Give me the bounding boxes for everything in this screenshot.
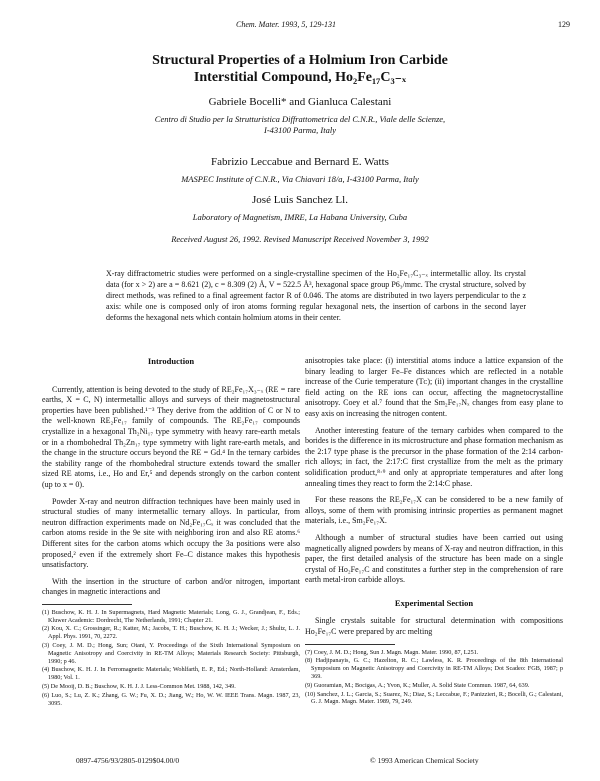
affiliation-3: Laboratory of Magnetism, IMRE, La Habana University, Cuba — [192, 212, 408, 222]
affiliation-1-line-2: I-43100 Parma, Italy — [263, 125, 336, 135]
affiliation-2: MASPEC Institute of C.N.R., Via Chiavari 18/a, I-43100 Parma, Italy — [181, 174, 419, 184]
paragraph: For these reasons the RE₂Fe₁₇X can be considered to be a new family of alloys, some of them with promising intrinsic properties as permanent magnet materials, i.e., Sm₂Fe₁₇X. — [305, 495, 563, 526]
author-group-1: Gabriele Bocelli* and Gianluca Calestani — [208, 96, 392, 108]
footnote-divider — [42, 604, 132, 605]
reference-item: (8) Hadjipanayis, G. C.; Hazelton, R. C.; Lawless, K. R. Proceedings of the 8th International Symposium on Magnetic Anisotropy and Coercivity in RE-TM Alloys; Dot Scadeo: FGB, 1987; p 369. — [305, 657, 563, 681]
author-group-3: José Luis Sanchez Ll. — [252, 194, 348, 206]
reference-list — [305, 649, 563, 707]
section-heading-experimental: Experimental Section — [394, 597, 474, 608]
reference-item: (7) Coey, J. M. D.; Hong, Sun J. Magn. Magn. Mater. 1990, 87, L251. — [305, 648, 479, 656]
reference-item: (3) Coey, J. M. D.; Hong, Sun; Otani, Y. Proceedings of the Sixth International Symposium on Magnetic Anisotropy and Coercivity in RE-TM Alloys; Materials Research Society: Pittsburgh, 1990; p 46. — [42, 642, 300, 665]
received-dates: Received August 26, 1992. Revised Manuscript Received November 3, 1992 — [171, 234, 429, 244]
reference-item: (4) Buschow, K. H. J. In Ferromagnetic Materials; Wohlfarth, E. P., Ed.; North-Holland: Amsterdam, 1980; Vol. 1. — [42, 666, 300, 682]
section-heading-introduction: Introduction — [147, 356, 195, 366]
paragraph: Another interesting feature of the ternary carbides when compared to the borides is the difference in its microstructure and phase formation mechanism as the 2:17 type phase is the precursor in the phase formation of the 2:14 carbon-rich alloys; in fact, the 2:17:C first crystallize from the melt as the primary solidification product,⁸·⁹ and only at appropriate temperatures and after long annealing times they react to form the 2:14:C phase. — [305, 425, 563, 488]
affiliation-1-line-1: Centro di Studio per la Strutturistica Diffrattometrica del C.N.R., Viale delle Scienze, — [154, 114, 446, 124]
paragraph: With the insertion in the structure of carbon and/or nitrogen, important changes in magnetic interactions and — [42, 576, 300, 597]
reference-item: (9) Guoramian, M.; Bocigas, A.; Yvon, K.; Muller, A. Solid State Commun. 1987, 64, 639. — [305, 681, 530, 689]
reference-item: (2) Kou, X. C.; Grossinger, R.; Katter, M.; Jacobs, T. H.; Buschow, K. H. J.; Wecker, J.; Shultz, L. J. Appl. Phys. 1991, 70, 2272. — [42, 625, 300, 641]
reference-item: (5) De Mooij, D. B.; Buschow, K. H. J. J. Less-Common Met. 1988, 142, 349. — [42, 683, 236, 691]
reference-item: (10) Sanchez, J. L.; Garcia, S.; Suarez, N.; Diaz, S.; Leccabue, F.; Panizzieri, R.; Bocelli, G.; Calestani, G. J. Magn. Magn. Mater. 1989, 79, 249. — [305, 690, 563, 706]
title-line-1: Structural Properties of a Holmium Iron Carbide — [152, 53, 448, 68]
journal-citation: Chem. Mater. 1993, 5, 129-131 — [236, 20, 336, 29]
copyright-notice: © 1993 American Chemical Society — [370, 756, 479, 765]
reference-item: (1) Buschow, K. H. J. In Supermagnets, Hard Magnetic Materials; Long, G. J., Grandjean, F., Eds.; Kluwer Academic: Dordrecht, The Netherlands, 1991; Chapter 21. — [42, 608, 300, 624]
reference-item: (6) Luo, S.; Lu, Z. K.; Zhang, G. W.; Fu, X. D.; Jiang, W.; Ho, W. W. IEEE Trans. Magn. 1987, 23, 3095. — [42, 691, 300, 707]
affiliation-1 — [60, 114, 540, 136]
reference-list — [42, 609, 300, 708]
footnote-divider — [305, 644, 395, 645]
article-code: 0897-4756/93/2805-0129$04.00/0 — [76, 756, 180, 765]
abstract: X-ray diffractometric studies were performed on a single-crystalline specimen of the Ho₂Fe₁₇C₃₋ₓ intermetallic alloy. Its crystal data (for x > 2) are a = 8.621 (2), c = 8.309 (2) Å, V = 522.5 Å³, hexagonal space group P6₃/mmc. The crystal structure, solved by direct methods, was refined to a final agreement factor R of 0.046. The atoms are distributed in two layers perpendicular to the z axis: while one is composed only of iron atoms forming regular hexagonal nets, the insertion of carbons in the second layer deforms the hexagonal nets which contain holmium atoms in their center. — [106, 269, 526, 322]
title-line-2: Interstitial Compound, Ho₂Fe₁₇C₃₋ₓ — [193, 70, 407, 85]
paragraph: Powder X-ray and neutron diffraction techniques have been mainly used in structural studies of many intermetallic ternary alloys. In particular, from neutron diffraction experiments made on Nd₂Fe₁₇Cₓ it was concluded that the carbon atoms reside in the 9e site with neighboring iron and also RE atoms.⁶ Different sites for the carbon atoms which occupy the 3a positions were also proposed,² even if the extremely short Fe–C distance makes this hypothesis unsatisfactory. — [42, 496, 300, 570]
article-title — [60, 52, 540, 86]
paragraph: anisotropies take place: (i) interstitial atoms induce a lattice expansion of the binary leading to larger Fe–Fe distances which are reflected in a notable increase of the Curie temperature (Tᴄ); (ii) important changes in the crystalline field acting on the RE ions can occur, affecting the magnetocrystalline anisotropy. Coey et al.⁷ found that the Sm₂Fe₁₇Nₓ changes from easy plane to easy axis on increasing the nitrogen content. — [305, 356, 563, 418]
running-head — [0, 20, 600, 32]
paragraph: Single crystals suitable for structural determination with compositions Ho₂Fe₁₇C were prepared by arc melting — [305, 616, 563, 637]
left-column — [42, 356, 300, 708]
paragraph: Currently, attention is being devoted to the study of RE₂Fe₁₇X₃₋ₓ (RE = rare earths, X = C, N) intermetallic alloys and surveys of their magnetostructural properties have been published.¹⁻³ They derive from the addition of C or N to the well-known RE₂Fe₁₇ family of compounds. The RE₂Fe₁₇ compounds crystallize in a hexagonal Th₂Ni₁₇ type symmetry with heavy rare-earth metals or in a rhombohedral Th₂Zn₁₇ type symmetry with light rare-earth metals, and the change in the structure occurs beyond the RE = Gd.⁴ In the ternary carbides the stability range of the rhombohedral structure extends toward the smaller sized RE atoms, i.e., Ho and Er,⁵ and depends strongly on the carbon content (up to x = 0). — [42, 384, 300, 489]
page-footer — [0, 756, 600, 768]
right-column — [305, 356, 563, 707]
page-number: 129 — [558, 20, 570, 29]
author-group-2: Fabrizio Leccabue and Bernard E. Watts — [211, 156, 389, 168]
paragraph: Although a number of structural studies have been carried out using magnetically aligned powders by means of X-ray and neutron diffraction, in this paper, the first detailed analysis of the structure has been made on a single crystal of Ho₂Fe₁₇C and constitutes a further step in the comprehension of rare earth metal-iron carbide alloys. — [305, 532, 563, 585]
